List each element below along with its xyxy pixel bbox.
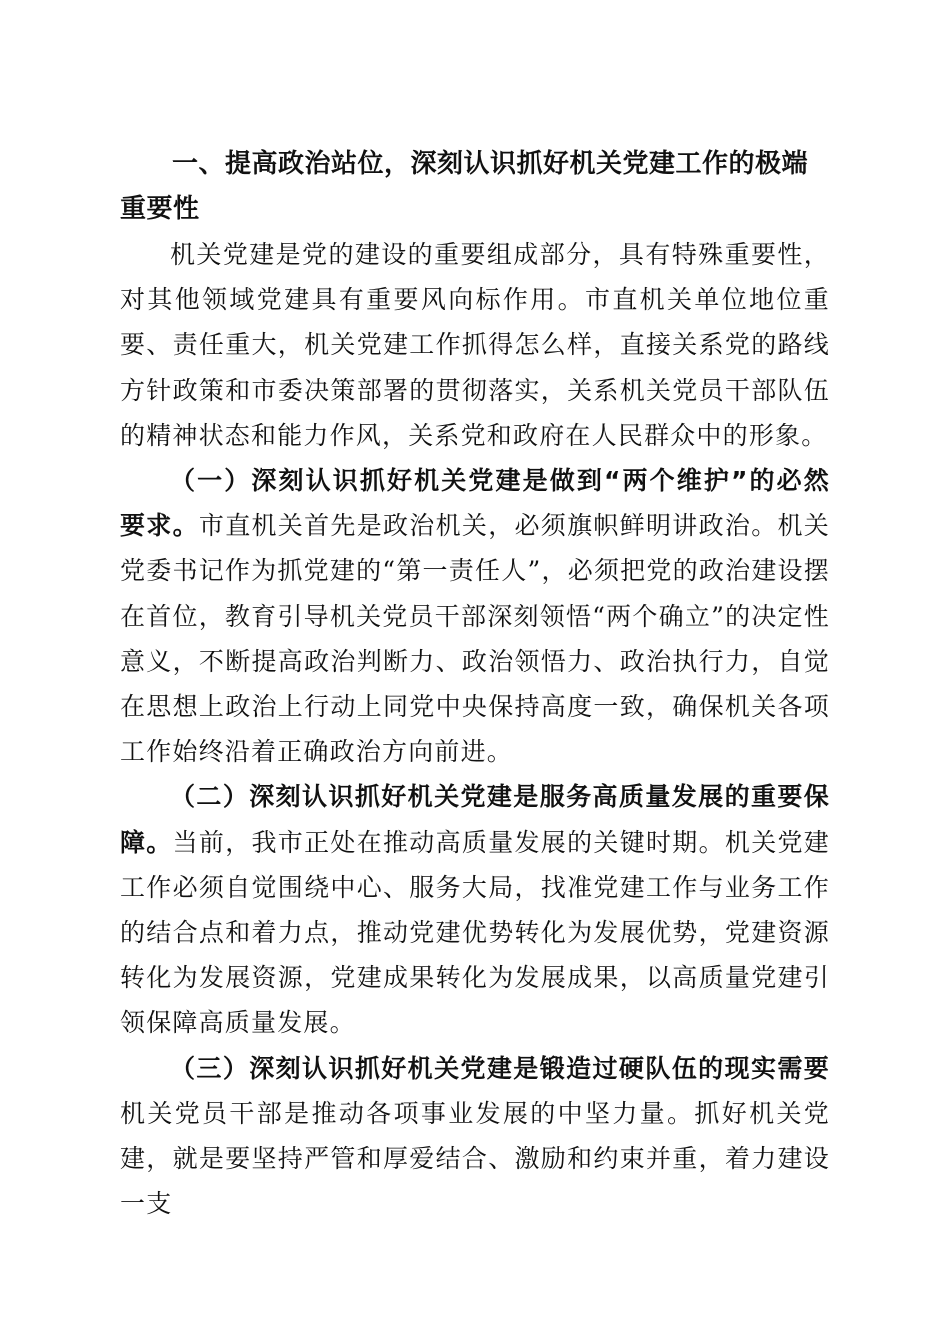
intro-paragraph: 机关党建是党的建设的重要组成部分，具有特殊重要性，对其他领域党建具有重要风向标作用。市直机关单位地位重要、责任重大，机关党建工作抓得怎么样，直接关系党的路线方针政策和市委决策部署的贯彻落实，关系机关党员干部队伍的精神状态和能力作风，关系党和政府在人民群众中的形象。 (120, 240, 830, 450)
section-body-1: 市直机关首先是政治机关，必须旗帜鲜明讲政治。机关党委书记作为抓党建的“第一责任人”，必须把党的政治建设摆在首位，教育引导机关党员干部深刻领悟“两个确立”的决定性意义，不断提高政治判断力、政治领悟力、政治执行力，自觉在思想上政治上行动上同党中央保持高度一致，确保机关各项工作始终沿着正确政治方向前进。 (120, 511, 830, 767)
section-lead-2: （二）深刻认识抓好机关党建是服务高质量发展的重要保障。 (120, 782, 830, 857)
section-body-3: 机关党员干部是推动各项事业发展的中坚力量。抓好机关党建，就是要坚持严管和厚爱结合、激励和约束并重，着力建设一支 (120, 1098, 830, 1219)
section-lead-3: （三）深刻认识抓好机关党建是锻造过硬队伍的现实需要 (170, 1053, 830, 1083)
section-heading: 一、提高政治站位，深刻认识抓好机关党建工作的极端重要性 (120, 149, 809, 224)
document-body (120, 142, 830, 1226)
section-paragraph-2 (120, 774, 830, 1045)
section-lead-1: （一）深刻认识抓好机关党建是做到“两个维护”的必然要求。 (120, 466, 830, 541)
section-body-2: 当前，我市正处在推动高质量发展的关键时期。机关党建工作必须自觉围绕中心、服务大局，找准党建工作与业务工作的结合点和着力点，推动党建优势转化为发展优势，党建资源转化为发展资源，党建成果转化为发展成果，以高质量党建引领保障高质量发展。 (120, 827, 830, 1038)
section-paragraph-1 (120, 458, 830, 774)
section-paragraph-3 (120, 1046, 830, 1227)
